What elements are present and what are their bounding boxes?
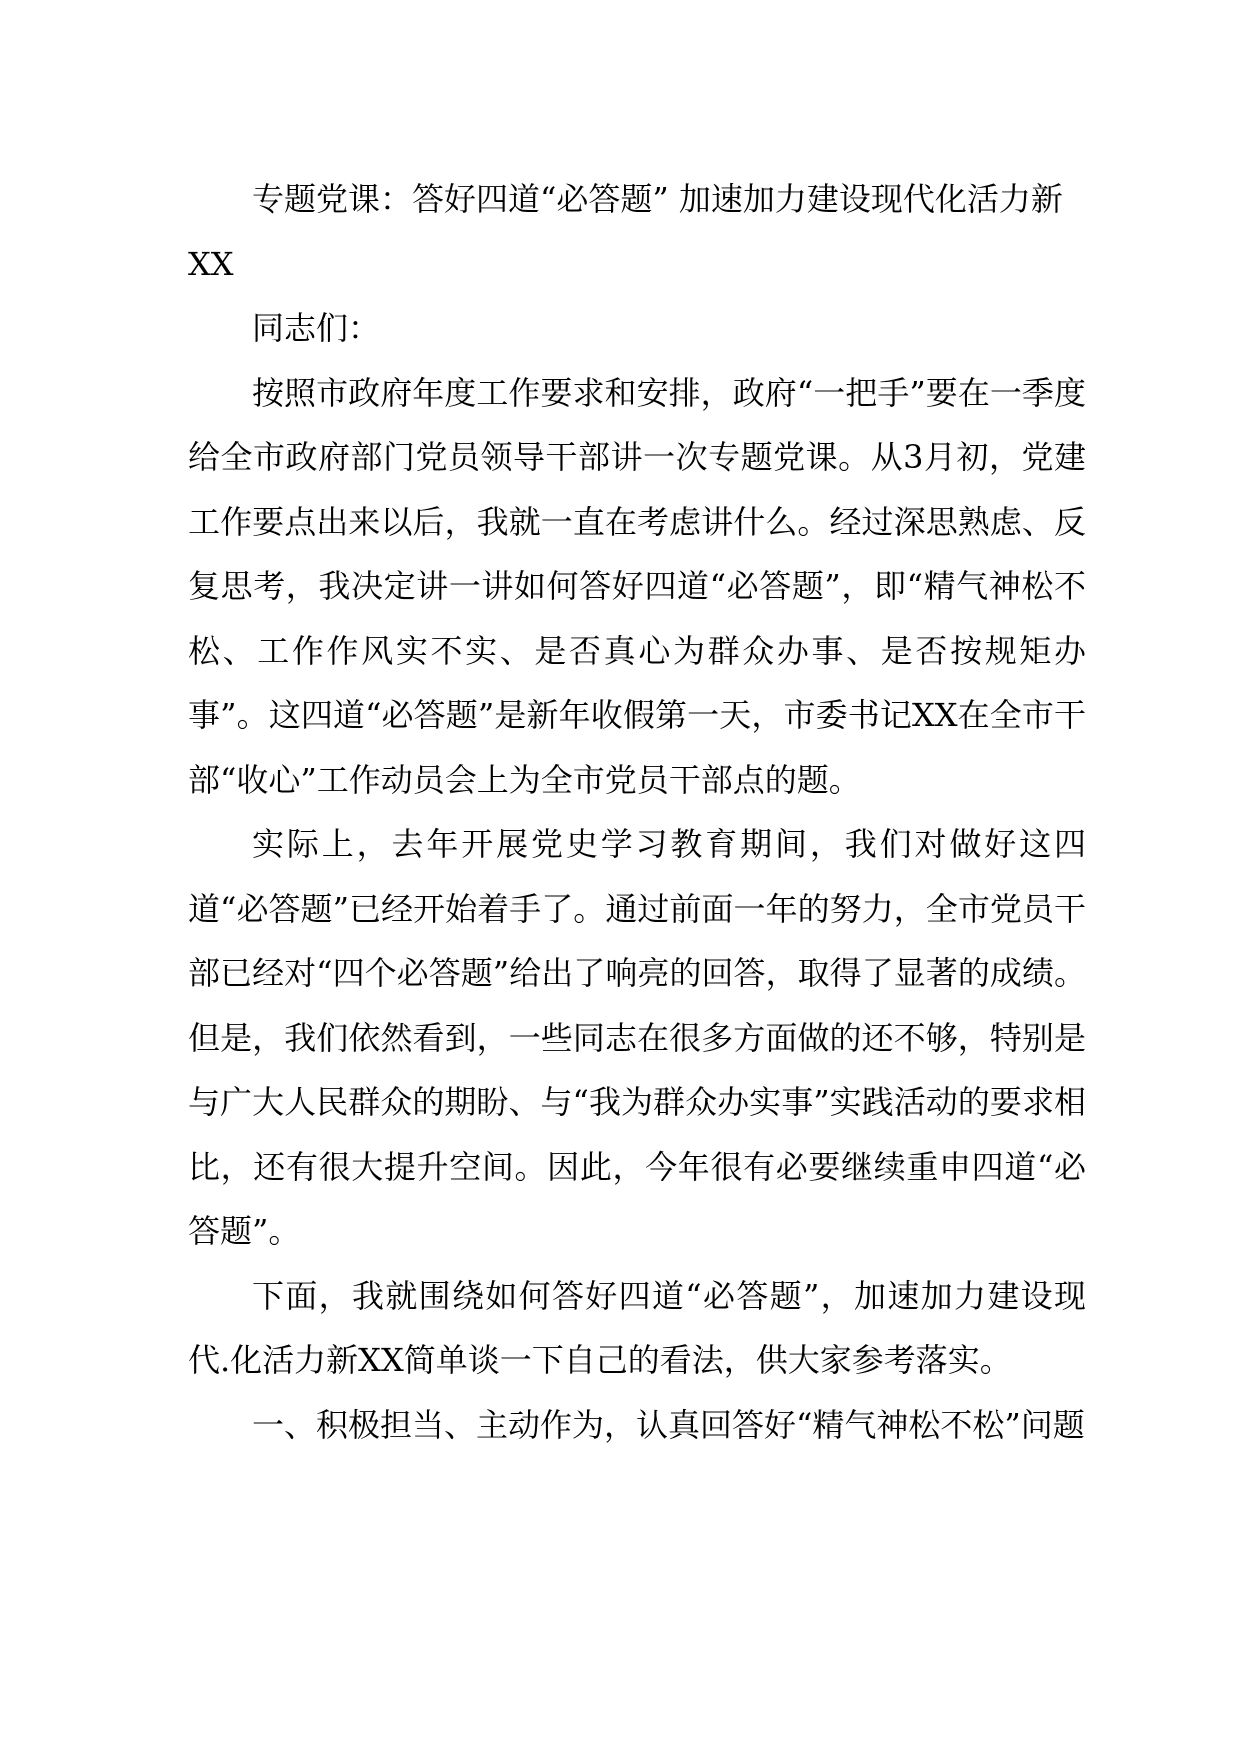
- salutation: 同志们：: [252, 309, 381, 347]
- paragraph-3: 下面，我就围绕如何答好四道“必答题”，加速加力建设现代.化活力新XX简单谈一下自己的看法，供大家参考落实。: [188, 1276, 1086, 1379]
- paragraph-1: 按照市政府年度工作要求和安排，政府“一把手”要在一季度给全市政府部门党员领导干部讲一次专题党课。从3月初，党建工作要点出来以后，我就一直在考虑讲什么。经过深思熟虑、反复思考，我决定讲一讲如何答好四道“必答题”，即“精气神松不松、工作作风实不实、是否真心为群众办事、是否按规矩办事”。这四道“必答题”是新年收假第一天，市委书记XX在全市干部“收心”工作动员会上为全市党员干部点的题。: [188, 373, 1086, 799]
- document-title: 专题党课：答好四道“必答题” 加速加力建设现代化活力新XX: [188, 180, 1063, 283]
- document-body: [188, 167, 1086, 1457]
- paragraph-2: 实际上，去年开展党史学习教育期间，我们对做好这四道“必答题”已经开始着手了。通过前面一年的努力，全市党员干部已经对“四个必答题”给出了响亮的回答，取得了显著的成绩。但是，我们依然看到，一些同志在很多方面做的还不够，特别是与广大人民群众的期盼、与“我为群众办实事”实践活动的要求相比，还有很大提升空间。因此，今年很有必要继续重申四道“必答题”。: [188, 825, 1086, 1250]
- section-heading-1: 一、积极担当、主动作为，认真回答好“精气神松不松”问题: [252, 1405, 1085, 1444]
